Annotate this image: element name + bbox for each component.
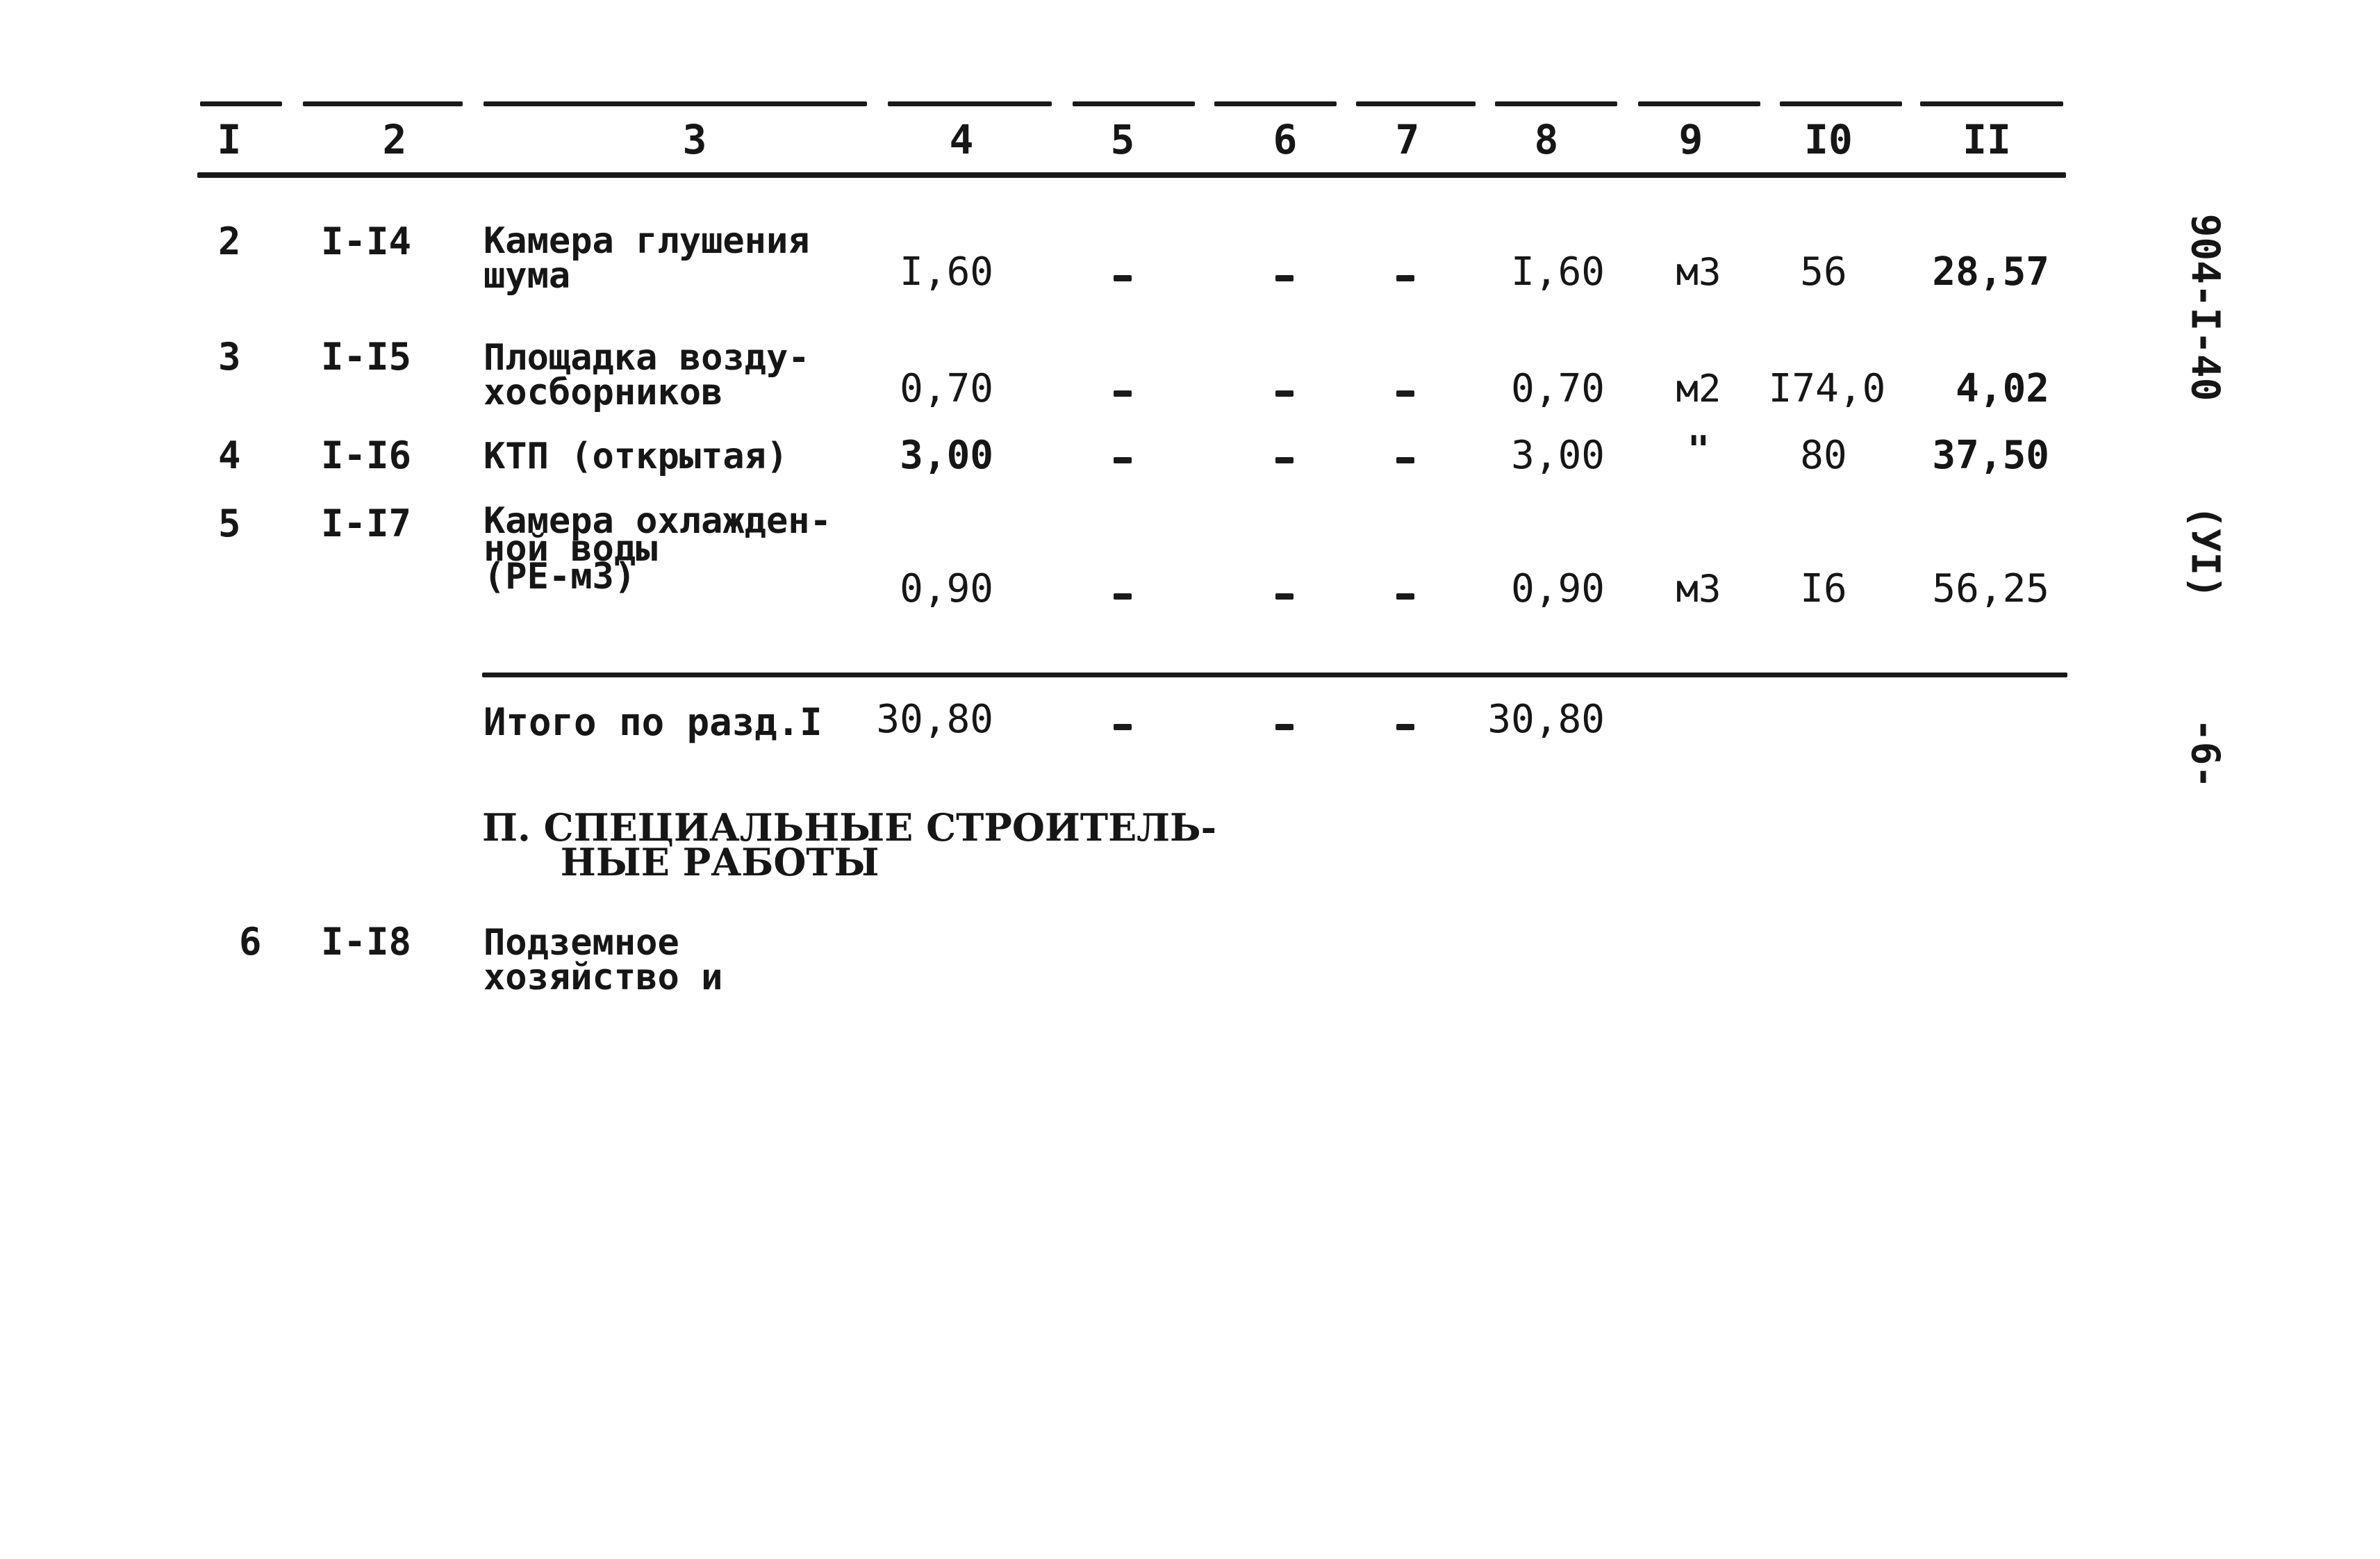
total-separator-rule: [482, 673, 2067, 677]
table-row-1-col6-dash: [1275, 275, 1294, 281]
table-row-4-code: I-I7: [321, 502, 412, 545]
table-row-4-col10: I6: [1800, 566, 1847, 611]
total-label: Итого по разд.I: [484, 700, 823, 744]
table-row-6-name: Подземное хозяйство и: [484, 922, 723, 998]
table-row-3-col10: 80: [1800, 433, 1847, 478]
table-row-4-col7-dash: [1396, 593, 1414, 600]
total-col4: 30,80: [876, 697, 993, 742]
table-row-1-number: 2: [218, 220, 241, 263]
table-row-4-name: Камера охлажден- ной воды (РЕ-м3): [484, 500, 832, 597]
table-row-1-code: I-I4: [321, 220, 412, 263]
side-page-number: -6-: [2182, 718, 2228, 789]
column-header-5: 5: [1110, 116, 1135, 163]
table-row-4-col5-dash: [1114, 593, 1132, 600]
table-row-2-code: I-I5: [321, 335, 412, 379]
table-row-4-col6-dash: [1275, 593, 1294, 600]
side-volume-label: (УI): [2182, 505, 2228, 599]
table-row-4-col8: 0,90: [1511, 566, 1605, 611]
table-row-1-name: Камера глушения шума: [484, 220, 810, 297]
table-row-3-number: 4: [218, 434, 241, 477]
header-top-rule-5: [1073, 101, 1195, 106]
header-top-rule-10: [1780, 101, 1902, 106]
table-row-6-number: 6: [239, 920, 262, 964]
header-top-rule-4: [888, 101, 1052, 106]
table-row-4-unit: м3: [1676, 567, 1721, 611]
table-row-3-name: КТП (открытая): [484, 436, 788, 477]
table-row-3-col7-dash: [1396, 457, 1414, 463]
total-col7-dash: [1396, 724, 1414, 730]
total-col5-dash: [1114, 724, 1132, 730]
section-2-heading: П. СПЕЦИАЛЬНЫЕ СТРОИТЕЛЬ- НЫЕ РАБОТЫ: [482, 805, 1216, 884]
header-top-rule-6: [1214, 101, 1337, 106]
table-row-2-col4: 0,70: [900, 366, 993, 411]
side-document-code: 904-I-40: [2182, 213, 2228, 402]
table-row-3-col6-dash: [1275, 457, 1294, 463]
column-header-8: 8: [1534, 116, 1559, 163]
header-top-rule-11: [1920, 101, 2063, 106]
table-row-2-col7-dash: [1396, 390, 1414, 397]
total-col6-dash: [1275, 724, 1294, 730]
header-top-rule-7: [1356, 101, 1476, 106]
table-row-3-code: I-I6: [321, 434, 412, 477]
table-row-3-col5-dash: [1114, 457, 1132, 463]
column-header-4: 4: [949, 116, 974, 163]
table-row-2-col5-dash: [1114, 390, 1132, 397]
table-row-4-col11: 56,25: [1932, 566, 2049, 611]
column-header-7: 7: [1395, 116, 1420, 163]
column-header-11: II: [1962, 116, 2011, 163]
column-header-1: I: [217, 116, 242, 163]
header-top-rule-9: [1638, 101, 1760, 106]
header-top-rule-3: [484, 101, 867, 106]
column-header-2: 2: [382, 116, 407, 163]
table-row-1-col7-dash: [1396, 275, 1414, 281]
column-header-6: 6: [1273, 116, 1298, 163]
table-row-6-code: I-I8: [321, 920, 412, 964]
table-row-1-col11: 28,57: [1932, 249, 2049, 295]
table-row-2-col11: 4,02: [1956, 366, 2049, 411]
table-row-3-col8: 3,00: [1511, 433, 1605, 478]
table-row-1-col5-dash: [1114, 275, 1132, 281]
table-row-2-name: Площадка возду- хосборников: [484, 337, 810, 413]
table-row-2-col10: I74,0: [1768, 366, 1886, 411]
table-row-3-col11: 37,50: [1932, 433, 2049, 478]
table-row-1-unit: м3: [1676, 250, 1721, 294]
header-top-rule-2: [303, 101, 463, 106]
header-top-rule-8: [1495, 101, 1617, 106]
total-col8: 30,80: [1487, 697, 1605, 742]
table-row-2-number: 3: [218, 335, 241, 379]
header-top-rule-1: [200, 101, 282, 106]
table-row-4-number: 5: [218, 502, 241, 545]
table-row-1-col8: I,60: [1511, 249, 1605, 295]
table-row-3-col4: 3,00: [900, 433, 993, 478]
header-bottom-rule: [197, 172, 2066, 178]
column-header-9: 9: [1678, 116, 1703, 163]
table-row-2-col6-dash: [1275, 390, 1294, 397]
column-header-10: I0: [1804, 116, 1853, 163]
column-header-3: 3: [682, 116, 707, 163]
table-row-3-unit: ": [1687, 428, 1710, 472]
table-row-2-unit: м2: [1676, 367, 1721, 411]
table-row-4-col4: 0,90: [900, 566, 993, 611]
table-row-1-col10: 56: [1800, 249, 1847, 295]
table-row-1-col4: I,60: [900, 249, 993, 295]
table-row-2-col8: 0,70: [1511, 366, 1605, 411]
